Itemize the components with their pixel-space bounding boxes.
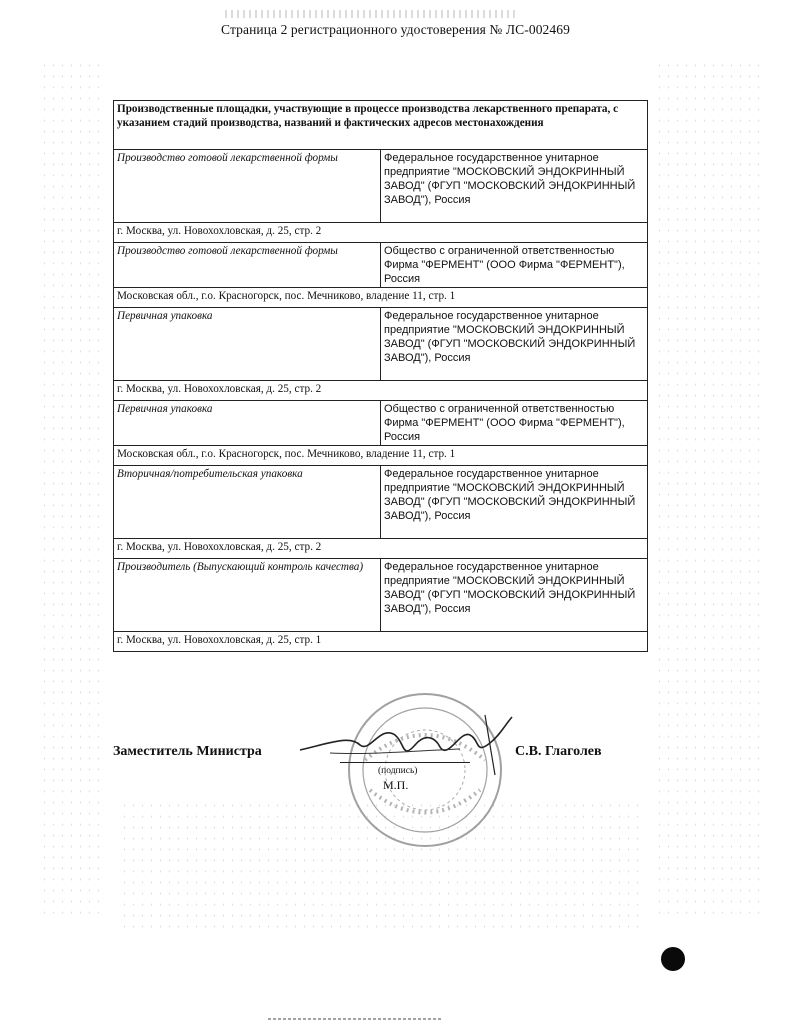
- signature-caption: (подпись): [378, 766, 418, 776]
- address-row: [114, 288, 648, 308]
- organization-cell: Общество с ограниченной ответственностью Фирма "ФЕРМЕНТ" (ООО Фирма "ФЕРМЕНТ"), Россия: [381, 243, 648, 288]
- address-row: [114, 223, 648, 243]
- black-dot-mark: [661, 947, 685, 971]
- table-row: [114, 401, 648, 446]
- stage-cell: Первичная упаковка: [114, 401, 381, 446]
- table-row: [114, 243, 648, 288]
- table-row: [114, 308, 648, 381]
- address-cell: г. Москва, ул. Новохохловская, д. 25, стр. 2: [114, 223, 648, 243]
- stage-cell: Производство готовой лекарственной формы: [114, 243, 381, 288]
- address-row: [114, 446, 648, 466]
- bottom-scan-line: [268, 1018, 443, 1020]
- address-cell: Московская обл., г.о. Красногорск, пос. Мечниково, владение 11, стр. 1: [114, 446, 648, 466]
- signatory-name: С.В. Глаголев: [515, 744, 602, 759]
- address-cell: г. Москва, ул. Новохохловская, д. 25, стр. 1: [114, 632, 648, 652]
- address-cell: г. Москва, ул. Новохохловская, д. 25, стр. 2: [114, 539, 648, 559]
- address-cell: Московская обл., г.о. Красногорск, пос. Мечниково, владение 11, стр. 1: [114, 288, 648, 308]
- organization-cell: Федеральное государственное унитарное предприятие "МОСКОВСКИЙ ЭНДОКРИННЫЙ ЗАВОД" (ФГУП "МОСКОВСКИЙ ЭНДОКРИННЫЙ ЗАВОД"), Россия: [381, 308, 648, 381]
- signature-line: [340, 762, 470, 763]
- production-sites-table: [113, 100, 648, 652]
- organization-cell: Федеральное государственное унитарное предприятие "МОСКОВСКИЙ ЭНДОКРИННЫЙ ЗАВОД" (ФГУП "МОСКОВСКИЙ ЭНДОКРИННЫЙ ЗАВОД"), Россия: [381, 559, 648, 632]
- page-title: Страница 2 регистрационного удостоверения № ЛС-002469: [221, 22, 570, 37]
- signature-block: [0, 744, 791, 774]
- scan-noise-right: [655, 60, 765, 920]
- scan-noise-left: [40, 60, 100, 920]
- stage-cell: Производитель (Выпускающий контроль качества): [114, 559, 381, 632]
- signatory-role: Заместитель Министра: [113, 744, 262, 759]
- table-row: [114, 559, 648, 632]
- table-row: [114, 466, 648, 539]
- address-row: [114, 381, 648, 401]
- seal-place-mark: М.П.: [383, 778, 409, 792]
- scan-noise-top: [225, 10, 515, 18]
- address-row: [114, 539, 648, 559]
- table-heading: Производственные площадки, участвующие в процессе производства лекарственного препарата, с указанием стадий производства, названий и фактических адресов местонахождения: [114, 101, 648, 150]
- organization-cell: Федеральное государственное унитарное предприятие "МОСКОВСКИЙ ЭНДОКРИННЫЙ ЗАВОД" (ФГУП "МОСКОВСКИЙ ЭНДОКРИННЫЙ ЗАВОД"), Россия: [381, 466, 648, 539]
- organization-cell: Общество с ограниченной ответственностью Фирма "ФЕРМЕНТ" (ООО Фирма "ФЕРМЕНТ"), Россия: [381, 401, 648, 446]
- address-row: [114, 632, 648, 652]
- organization-cell: Федеральное государственное унитарное предприятие "МОСКОВСКИЙ ЭНДОКРИННЫЙ ЗАВОД" (ФГУП "МОСКОВСКИЙ ЭНДОКРИННЫЙ ЗАВОД"), Россия: [381, 150, 648, 223]
- table-heading-row: [114, 101, 648, 150]
- table-row: [114, 150, 648, 223]
- stage-cell: Первичная упаковка: [114, 308, 381, 381]
- stage-cell: Вторичная/потребительская упаковка: [114, 466, 381, 539]
- address-cell: г. Москва, ул. Новохохловская, д. 25, стр. 2: [114, 381, 648, 401]
- stage-cell: Производство готовой лекарственной формы: [114, 150, 381, 223]
